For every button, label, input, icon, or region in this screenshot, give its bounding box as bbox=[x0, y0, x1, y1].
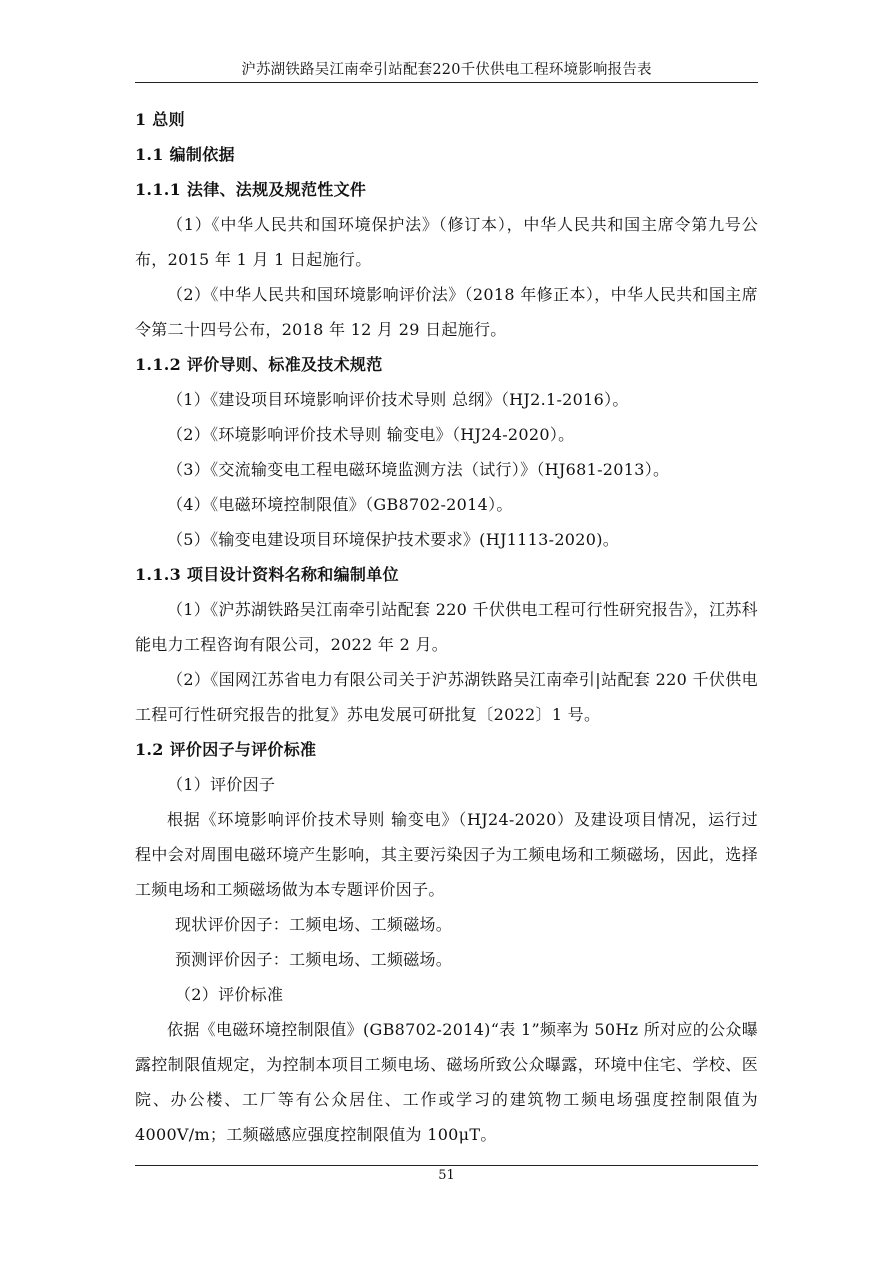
heading-general: 1 总则 bbox=[135, 110, 185, 129]
report-header-title: 沪苏湖铁路吴江南牵引站配套220千伏供电工程环境影响报告表 bbox=[241, 62, 652, 78]
guideline-item-3: （3）《交流输变电工程电磁环境监测方法（试行）》（HJ681-2013）。 bbox=[167, 460, 670, 479]
design-item-2: （2）《国网江苏省电力有限公司关于沪苏湖铁路吴江南牵引|站配套 220 千伏供电工程可行性研究报告的批复》苏电发展可研批复〔2022〕1 号。 bbox=[135, 670, 758, 724]
footer-rule bbox=[135, 1165, 758, 1166]
heading-design-materials: 1.1.3 项目设计资料名称和编制单位 bbox=[135, 565, 399, 584]
predict-factors: 预测评价因子：工频电场、工频磁场。 bbox=[175, 950, 453, 969]
factors-paragraph: 根据《环境影响评价技术导则 输变电》（HJ24-2020）及建设项目情况，运行过程中会对周围电磁环境产生影响，其主要污染因子为工频电场和工频磁场，因此，选择工频电场和工频磁场做为本专题评价因子。 bbox=[135, 810, 758, 899]
heading-basis: 1.1 编制依据 bbox=[135, 145, 235, 164]
heading-factors-standards: 1.2 评价因子与评价标准 bbox=[135, 740, 317, 759]
law-item-1: （1）《中华人民共和国环境保护法》（修订本），中华人民共和国主席令第九号公布，2015 年 1 月 1 日起施行。 bbox=[135, 215, 758, 269]
page-number: 51 bbox=[438, 1168, 455, 1183]
current-factors: 现状评价因子：工频电场、工频磁场。 bbox=[175, 915, 453, 934]
standards-paragraph: 依据《电磁环境控制限值》(GB8702-2014)“表 1”频率为 50Hz 所对应的公众曝露控制限值规定，为控制本项目工频电场、磁场所致公众曝露，环境中住宅、学校、医院、办公楼、工厂等有公众居住、工作或学习的建筑物工频电场强度控制限值为 4000V/m；工频磁感应强度控制限值为 100μT。 bbox=[135, 1020, 758, 1144]
law-item-2: （2）《中华人民共和国环境影响评价法》（2018 年修正本），中华人民共和国主席令第二十四号公布，2018 年 12 月 29 日起施行。 bbox=[135, 285, 758, 339]
header-rule bbox=[135, 82, 758, 83]
guideline-item-4: （4）《电磁环境控制限值》（GB8702-2014）。 bbox=[167, 495, 513, 514]
guideline-item-2: （2）《环境影响评价技术导则 输变电》（HJ24-2020）。 bbox=[167, 425, 575, 444]
guideline-item-5: （5）《输变电建设项目环境保护技术要求》(HJ1113-2020)。 bbox=[167, 530, 620, 549]
subheading-factors: （1）评价因子 bbox=[167, 775, 276, 794]
guideline-item-1: （1）《建设项目环境影响评价技术导则 总纲》（HJ2.1-2016）。 bbox=[167, 390, 629, 409]
subheading-standards: （2）评价标准 bbox=[175, 985, 284, 1004]
heading-guidelines: 1.1.2 评价导则、标准及技术规范 bbox=[135, 355, 383, 374]
heading-laws: 1.1.1 法律、法规及规范性文件 bbox=[135, 180, 367, 199]
document-body bbox=[135, 102, 758, 1152]
design-item-1: （1）《沪苏湖铁路吴江南牵引站配套 220 千伏供电工程可行性研究报告》，江苏科能电力工程咨询有限公司，2022 年 2 月。 bbox=[135, 600, 758, 654]
